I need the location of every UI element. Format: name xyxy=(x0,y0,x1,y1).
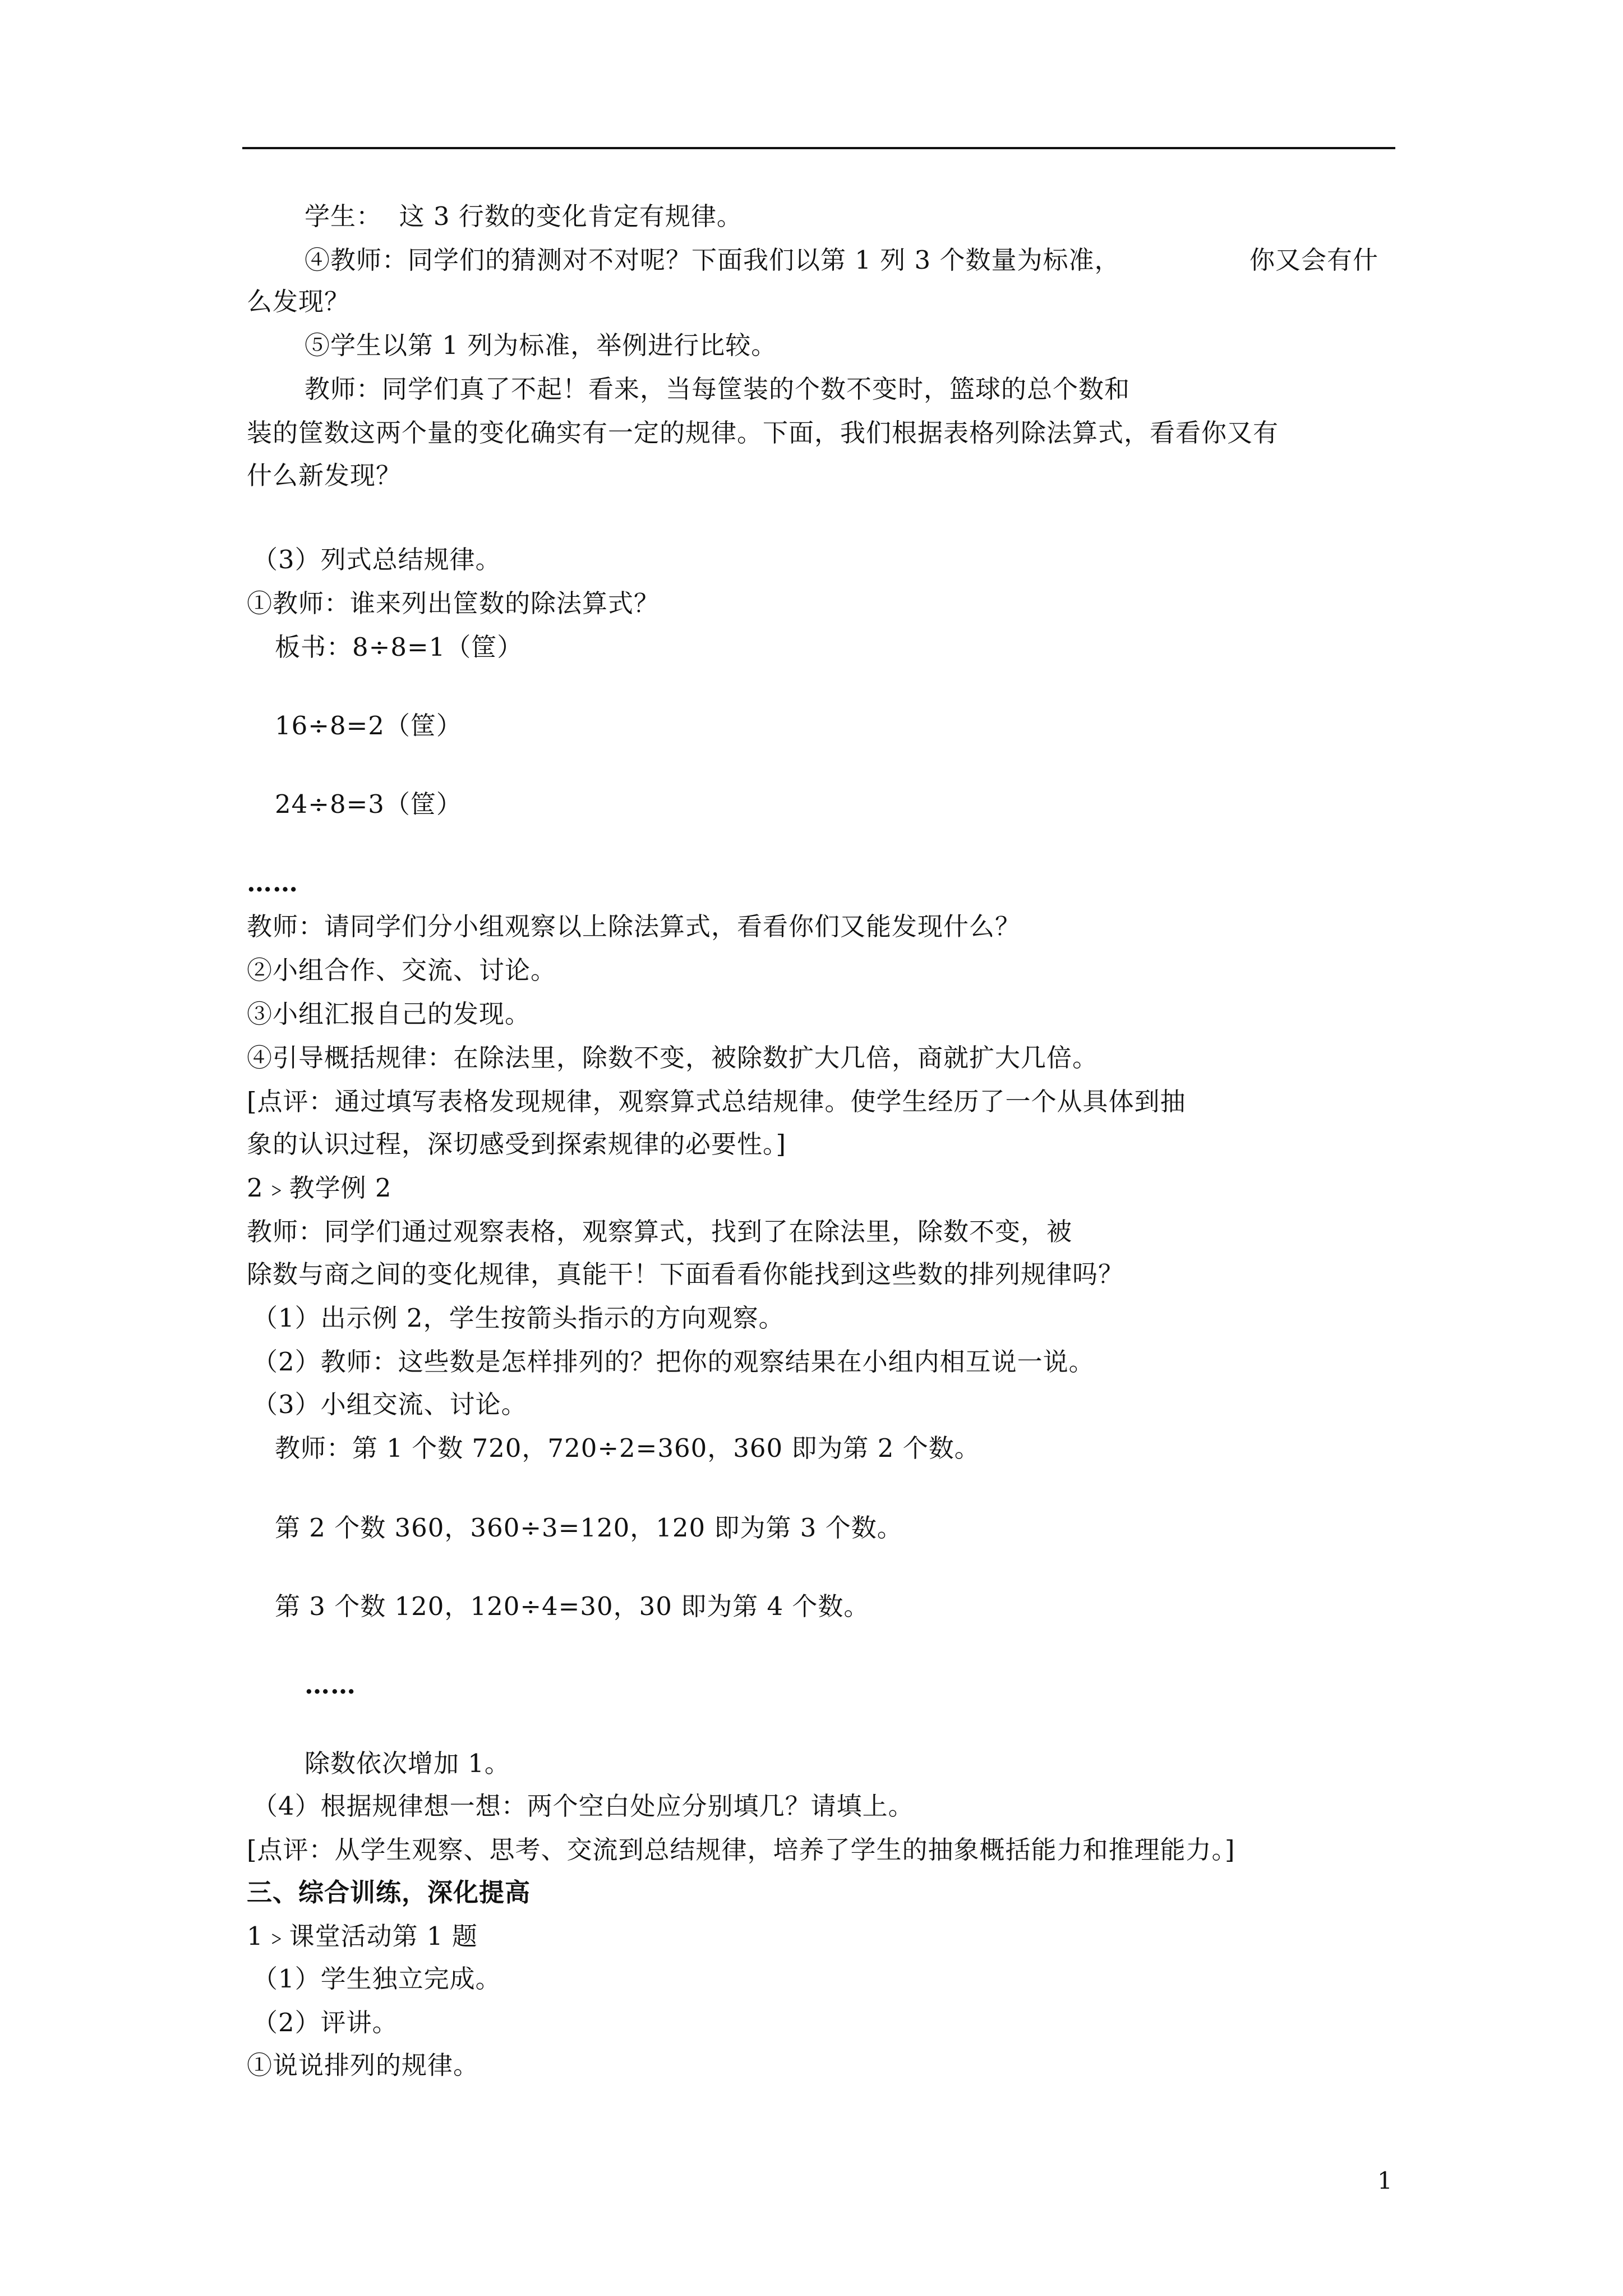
text-line: 教师：同学们通过观察表格，观察算式，找到了在除法里，除数不变，被 xyxy=(247,1217,1073,1246)
text-line: 1﹥课堂活动第 1 题 xyxy=(247,1921,478,1951)
text-line: 除数与商之间的变化规律，真能干！下面看看你能找到这些数的排列规律吗？ xyxy=(247,1259,1124,1289)
text-line: 你又会有什 xyxy=(1249,245,1379,275)
text-line: （1）学生独立完成。 xyxy=(252,1964,501,1994)
text-line: （4）根据规律想一想：两个空白处应分别填几？请填上。 xyxy=(252,1791,914,1821)
text-line: [点评：从学生观察、思考、交流到总结规律，培养了学生的抽象概括能力和推理能力。] xyxy=(247,1835,1235,1865)
text-line: ④教师：同学们的猜测对不对呢？下面我们以第 1 列 3 个数量为标准， xyxy=(305,245,1121,275)
text-line: …… xyxy=(305,1670,356,1700)
page-number: 1 xyxy=(1377,2167,1393,2194)
text-line: （2）评讲。 xyxy=(252,2008,398,2037)
text-line: 2﹥教学例 2 xyxy=(247,1173,392,1203)
text-line: 教师：同学们真了不起！看来，当每筐装的个数不变时，篮球的总个数和 xyxy=(305,374,1131,404)
section-heading: 三、综合训练，深化提高 xyxy=(247,1878,531,1907)
text-line: 么发现？ xyxy=(247,287,351,316)
text-line: 教师：请同学们分小组观察以上除法算式，看看你们又能发现什么？ xyxy=(247,912,1021,941)
text-line: 24÷8=3（筐） xyxy=(275,789,462,819)
text-line: 装的筐数这两个量的变化确实有一定的规律。下面，我们根据表格列除法算式，看看你又有 xyxy=(247,418,1279,448)
text-line: [点评：通过填写表格发现规律，观察算式总结规律。使学生经历了一个从具体到抽 xyxy=(247,1087,1186,1116)
text-line: ⑤学生以第 1 列为标准，举例进行比较。 xyxy=(305,330,777,360)
text-line: （1）出示例 2，学生按箭头指示的方向观察。 xyxy=(252,1303,785,1333)
text-line: 什么新发现？ xyxy=(247,461,402,490)
text-line: 第 2 个数 360，360÷3=120，120 即为第 3 个数。 xyxy=(275,1513,903,1543)
text-line: …… xyxy=(247,868,298,898)
text-line: 16÷8=2（筐） xyxy=(275,711,462,740)
text-line: （2）教师：这些数是怎样排列的？把你的观察结果在小组内相互说一说。 xyxy=(252,1347,1095,1377)
header-rule xyxy=(242,147,1395,149)
text-line: ①说说排列的规律。 xyxy=(247,2050,479,2080)
text-line: ③小组汇报自己的发现。 xyxy=(247,999,531,1029)
text-line: （3）列式总结规律。 xyxy=(252,545,501,574)
text-line: 板书：8÷8=1（筐） xyxy=(275,632,523,662)
text-line: 学生： 这 3 行数的变化肯定有规律。 xyxy=(305,201,743,231)
text-line: 除数依次增加 1。 xyxy=(305,1749,510,1778)
text-line: ①教师：谁来列出筐数的除法算式？ xyxy=(247,588,660,618)
text-line: 教师：第 1 个数 720，720÷2=360，360 即为第 2 个数。 xyxy=(275,1433,980,1463)
text-line: ②小组合作、交流、讨论。 xyxy=(247,955,557,985)
text-line: （3）小组交流、讨论。 xyxy=(252,1389,527,1419)
text-line: ④引导概括规律：在除法里，除数不变，被除数扩大几倍，商就扩大几倍。 xyxy=(247,1043,1099,1073)
text-line: 象的认识过程，深切感受到探索规律的必要性。] xyxy=(247,1129,787,1159)
text-line: 第 3 个数 120，120÷4=30，30 即为第 4 个数。 xyxy=(275,1591,870,1621)
